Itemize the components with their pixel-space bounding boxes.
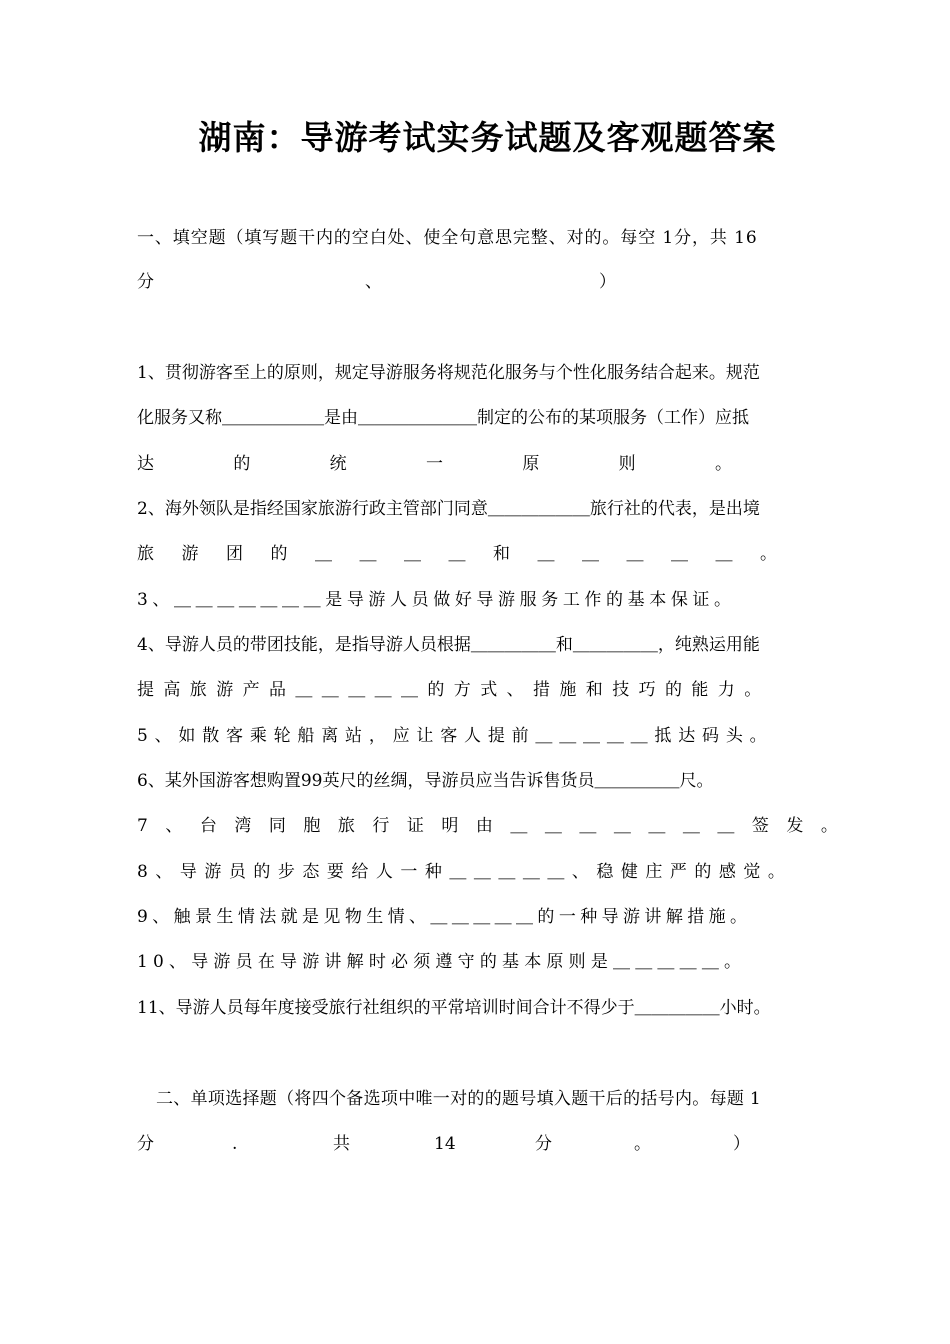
q1-char: 则 [618, 454, 636, 474]
section2-heading-line1: 二、单项选择题（将四个备选项中唯一对的的题号填入题干后的括号内。每题 1 [156, 1089, 762, 1109]
question-8: 8、导游员的步态要给人一种＿＿＿＿＿、稳健庄严的感觉。 [137, 862, 793, 882]
q2-char: ＿ [671, 544, 688, 564]
question-6: 6、某外国游客想购置99英尺的丝绸，导游员应当告诉售货员＿＿＿＿＿尺。 [137, 771, 714, 791]
q2-char: 游 [181, 544, 199, 564]
section2-token: ） [733, 1134, 750, 1154]
section1-comma: 、 [365, 272, 382, 292]
question-5: 5、如散客乘轮船离站，应让客人提前＿＿＿＿＿抵达码头。 [137, 726, 774, 746]
section1-close-paren: ） [599, 272, 616, 292]
section1-heading-text: 一、填空题（填写题干内的空白处、使全句意思完整、对的。每空 1分，共 16 [137, 228, 758, 248]
q1-char: 。 [714, 454, 732, 474]
question-7: 7、台湾同胞旅行证明由＿＿＿＿＿＿＿签发。 [137, 816, 856, 836]
section2-token: 。 [634, 1134, 651, 1154]
q2-char: 的 [270, 544, 288, 564]
question-3: 3、＿＿＿＿＿＿＿是导游人员做好导游服务工作的基本保证。 [137, 590, 736, 610]
question-4-line2: 提高旅游产品＿＿＿＿＿的方式、措施和技巧的能力。 [137, 680, 771, 700]
question-9: 9、触景生情法就是见物生情、＿＿＿＿＿的一种导游讲解措施。 [137, 907, 752, 927]
question-4-line1: 4、导游人员的带团技能，是指导游人员根据＿＿＿＿＿和＿＿＿＿＿，纯熟运用能 [137, 635, 760, 655]
q2-char: ＿ [404, 544, 421, 564]
q2-char: ＿ [537, 544, 555, 564]
q1-char: 原 [522, 454, 540, 474]
question-10: 10、导游员在导游讲解时必须遵守的基本原则是＿＿＿＿＿。 [137, 952, 747, 972]
page-title: 湖南：导游考试实务试题及客观题答案 [198, 118, 777, 157]
q2-char: ＿ [626, 544, 644, 564]
q2-char: 团 [226, 544, 243, 564]
question-2-line2 [137, 542, 777, 566]
q1-char: 的 [233, 454, 251, 474]
section2-token: 共 [333, 1134, 350, 1154]
question-1-line2: 化服务又称＿＿＿＿＿＿是由＿＿＿＿＿＿＿制定的公布的某项服务（工作）应抵 [137, 408, 749, 428]
q2-char: ＿ [315, 544, 332, 564]
q2-char: 和 [493, 544, 510, 564]
question-1-line3 [137, 452, 732, 476]
q1-char: 一 [425, 454, 443, 474]
q2-char: ＿ [448, 544, 466, 564]
q2-char: ＿ [715, 544, 733, 564]
q1-char: 统 [329, 454, 347, 474]
section1-fen: 分 [137, 272, 154, 292]
q1-char: 达 [137, 454, 154, 474]
section2-token: 分 [137, 1134, 154, 1154]
section2-token: . [232, 1134, 238, 1154]
q2-char: ＿ [582, 544, 599, 564]
section2-token: 分 [535, 1134, 552, 1154]
question-2-line1: 2、海外领队是指经国家旅游行政主管部门同意＿＿＿＿＿＿旅行社的代表，是出境 [137, 499, 760, 519]
question-11: 11、导游人员每年度接受旅行社组织的平常培训时间合计不得少于＿＿＿＿＿小时。 [137, 998, 771, 1018]
section2-token: 14 [434, 1134, 456, 1154]
q2-char: ＿ [359, 544, 377, 564]
q2-char: 旅 [137, 544, 154, 564]
q2-char: 。 [760, 544, 777, 564]
question-1-line1: 1、贯彻游客至上的原则，规定导游服务将规范化服务与个性化服务结合起来。规范 [137, 363, 760, 383]
section1-heading-line1 [137, 226, 837, 250]
